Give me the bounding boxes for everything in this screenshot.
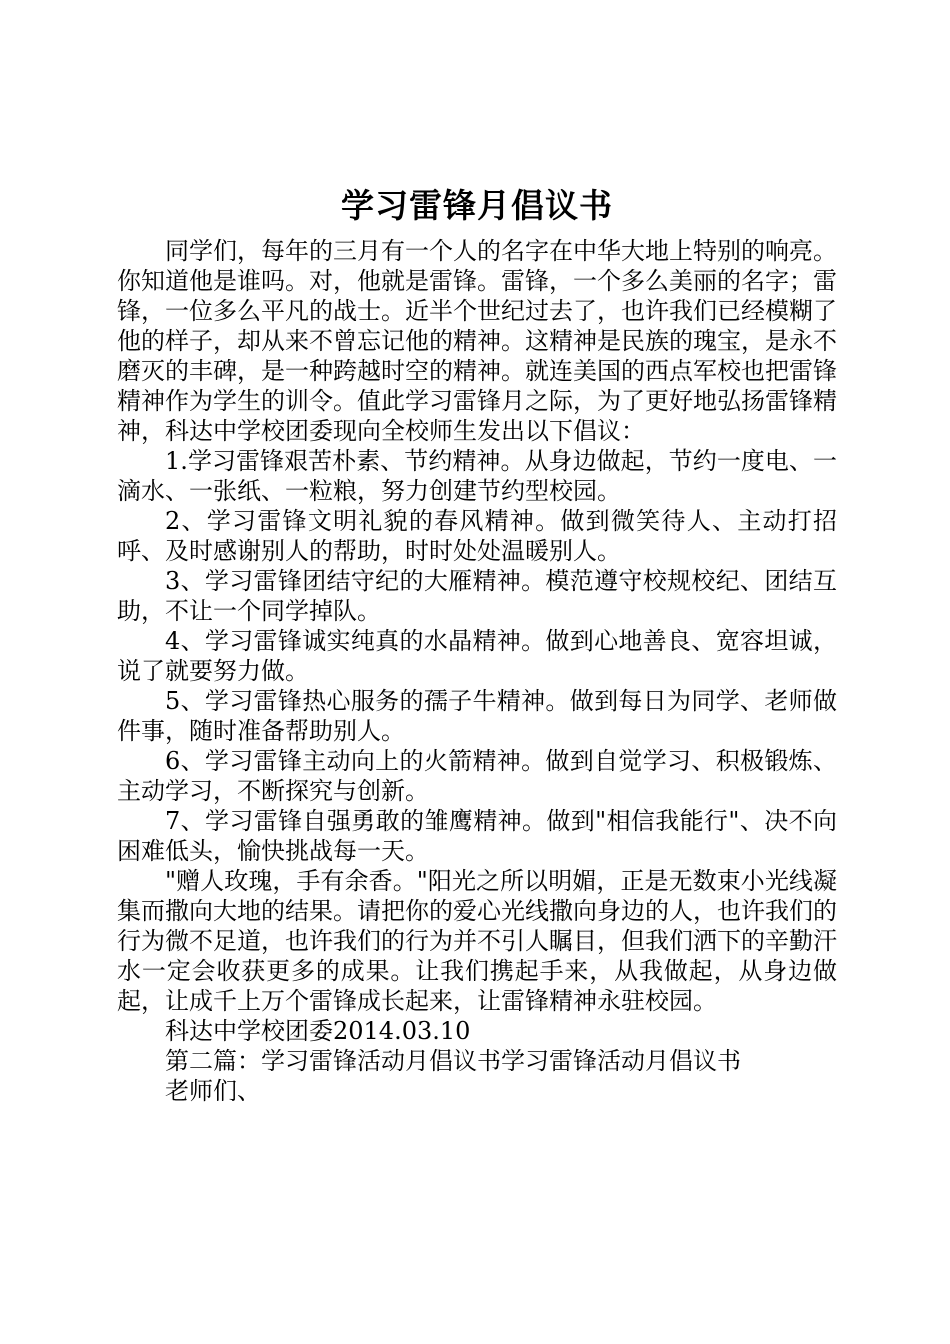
closing-paragraph: "赠人玫瑰，手有余香。"阳光之所以明媚，正是无数束小光线凝集而撒向大地的结果。请把你的爱心光线撒向身边的人，也许我们的行为微不足道，也许我们的行为并不引人瞩目，但我们洒下的辛勤汗水一定会收获更多的成果。让我们携起手来，从我做起，从身边做起，让成千上万个雷锋成长起来，让雷锋精神永驻校园。 <box>117 867 837 1015</box>
next-article-heading: 第二篇：学习雷锋活动月倡议书学习雷锋活动月倡议书 <box>165 1047 741 1075</box>
document-title: 学习雷锋月倡议书 <box>341 186 613 225</box>
signature-line: 科达中学校团委2014.03.10 <box>165 1017 471 1045</box>
proposal-item-6: 6、学习雷锋主动向上的火箭精神。做到自觉学习、积极锻炼、主动学习，不断探究与创新。 <box>117 747 837 805</box>
proposal-item-4: 4、学习雷锋诚实纯真的水晶精神。做到心地善良、宽容坦诚，说了就要努力做。 <box>117 627 837 685</box>
proposal-item-5: 5、学习雷锋热心服务的孺子牛精神。做到每日为同学、老师做件事，随时准备帮助别人。 <box>117 687 837 745</box>
document-page <box>117 182 837 1106</box>
proposal-item-3: 3、学习雷锋团结守纪的大雁精神。模范遵守校规校纪、团结互助，不让一个同学掉队。 <box>117 567 837 625</box>
proposal-item-1: 1.学习雷锋艰苦朴素、节约精神。从身边做起，节约一度电、一滴水、一张纸、一粒粮，努力创建节约型校园。 <box>117 447 837 505</box>
intro-paragraph: 同学们，每年的三月有一个人的名字在中华大地上特别的响亮。你知道他是谁吗。对，他就是雷锋。雷锋，一个多么美丽的名字；雷锋，一位多么平凡的战士。近半个世纪过去了，也许我们已经模糊了他的样子，却从来不曾忘记他的精神。这精神是民族的瑰宝，是永不磨灭的丰碑，是一种跨越时空的精神。就连美国的西点军校也把雷锋精神作为学生的训令。值此学习雷锋月之际，为了更好地弘扬雷锋精神，科达中学校团委现向全校师生发出以下倡议： <box>117 237 837 445</box>
next-article-salutation: 老师们、 <box>165 1077 261 1105</box>
proposal-item-2: 2、学习雷锋文明礼貌的春风精神。做到微笑待人、主动打招呼、及时感谢别人的帮助，时时处处温暖别人。 <box>117 507 837 565</box>
proposal-item-7: 7、学习雷锋自强勇敢的雏鹰精神。做到"相信我能行"、决不向困难低头，愉快挑战每一天。 <box>117 807 837 865</box>
